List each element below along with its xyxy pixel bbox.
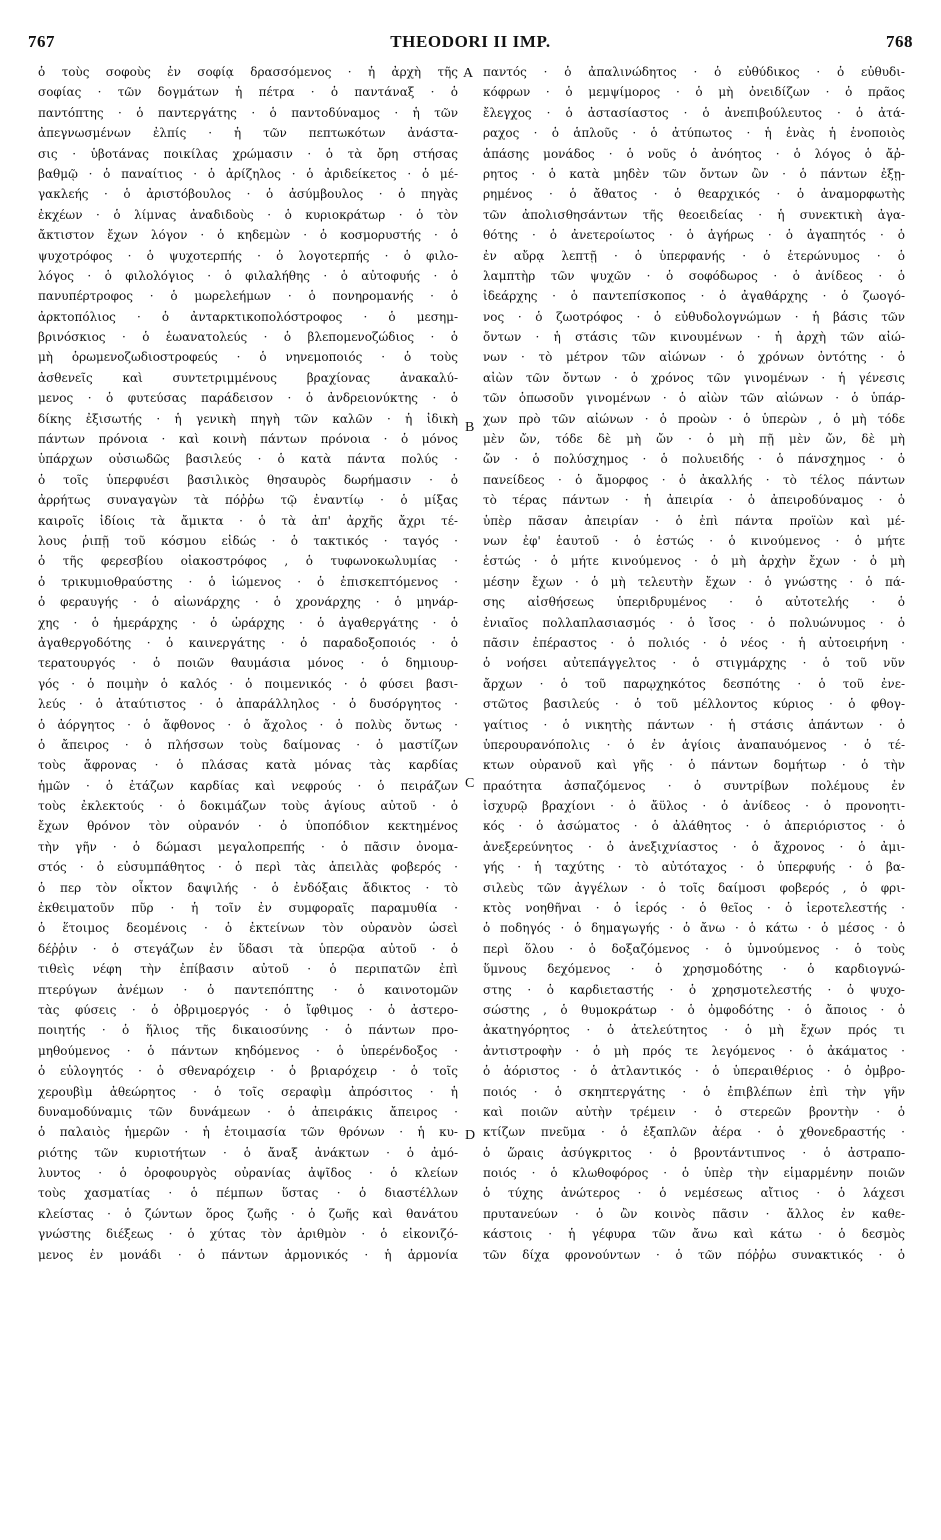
text-line: λους ῥιπῇ τοῦ κόσμου εἰδώς · ὁ τακτικός · ταγός · (38, 533, 458, 548)
margin-letter-c: C (465, 776, 475, 791)
text-line: λόγος · ὁ φιλολόγιος · ὁ φιλαλήθης · ὁ αὐτοφυής · ὁ (38, 268, 458, 283)
text-line: ἰσχυρῷ βραχίονι · ὁ ἄϋλος · ὁ ἀνίδεος · ὁ προνοητι- (483, 799, 905, 814)
text-line: στῶτος βασιλεύς · ὁ τοῦ μέλλοντος κύριος · ὁ φθογ- (483, 697, 905, 712)
text-line: ὁ ποδηγός · ὁ δημαγωγής · ὁ ἄνω · ὁ κάτω · ὁ μέσος · ὁ (483, 921, 905, 936)
text-line: ὑπερουρανόπολις · ὁ ἐν ἁγίοις ἀναπαυόμενος · ὁ τέ- (483, 737, 905, 752)
text-line: πᾶσιν ἐπέραστος · ὁ πολιός · ὁ νέος · ἡ αὐτοειρήνη · (483, 635, 905, 650)
text-line: τὸ τέρας πάντων · ἡ ἀπειρία · ὁ ἀπειροδύναμος · ὁ (483, 493, 905, 508)
text-line: θότης · ὁ ἀνετεροίωτος · ὁ ἀγήρως · ὁ ἀγαπητός · ὁ (483, 228, 905, 243)
text-line: ἄκτιστον ἔχων λόγον · ὁ κηδεμὼν · ὁ κοσμορυστής · ὁ (38, 228, 458, 243)
text-line: γακλεής · ὁ ἀριστόβουλος · ὁ ἀσύμβουλος · ὁ πηγὰς (38, 187, 458, 202)
text-line: τιθεὶς νέφη τὴν ἐπίβασιν αὐτοῦ · ὁ περιπατῶν ἐπὶ (38, 962, 458, 977)
text-line: κτὸς νοηθῆναι · ὁ ἱερός · ὁ θεῖος · ὁ ἱεροτελεστής · (483, 901, 905, 916)
text-line: ὁ ἕτοιμος δεομένοις · ὁ ἐκτείνων τὸν οὐρανὸν ὡσεὶ (38, 921, 458, 936)
text-line: ὑπάρχων οὐσιωδῶς βασιλεύς · ὁ κατὰ πάντα πολύς · (38, 452, 458, 467)
text-line: τῶν ἀπολισθησάντων τῆς θεοειδείας · ἡ συνεκτικὴ ἀγα- (483, 207, 905, 222)
text-line: τοὺς χασματίας · ὁ πέμπων ὕστας · ὁ διαστέλλων (38, 1186, 458, 1201)
right-text-column (483, 62, 905, 1265)
text-line: αἰὼν τῶν ὄντων · ὁ χρόνος τῶν γινομένων · ἡ γένεσις (483, 370, 905, 385)
text-line: σης αἰσθήσεως ὑπεριδρυμένος · ὁ αὐτοτελής · ὁ (483, 595, 905, 610)
text-line: κάστοις · ἡ γέφυρα τῶν ἄνω καὶ κάτω · ὁ δεσμὸς (483, 1227, 905, 1242)
text-line: ὁ εὐλογητός · ὁ σθεναρόχειρ · ὁ βριαρόχειρ · ὁ τοῖς (38, 1064, 458, 1079)
text-line: νων ἐφ' ἑαυτοῦ · ὁ ἑστώς · ὁ κινούμενος · ὁ μήτε (483, 533, 905, 548)
text-line: βρινόσκιος · ὁ ἑωανατολεύς · ὁ βλεπομενοζώδιος · ὁ (38, 330, 458, 345)
text-line: ἐν αὔρᾳ λεπτῇ · ὁ ὑπερφανής · ὁ ἑτερώνυμος · ὁ (483, 248, 905, 263)
text-line: δίκης ἐξισωτής · ἡ γενικὴ πηγὴ τῶν καλῶν · ἡ ἰδικὴ (38, 411, 458, 426)
text-line: βαθμῷ · ὁ παναίτιος · ὁ ἀρίζηλος · ὁ ἀριδείκετος · ὁ μέ- (38, 166, 458, 181)
text-line: ρημένος · ὁ ἄθατος · ὁ θεαρχικός · ὁ ἀναμορφωτὴς (483, 187, 905, 202)
text-line: ἑστώς · ὁ μήτε κινούμενος · ὁ μὴ ἀρχὴν ἔχων · ὁ μὴ (483, 554, 905, 569)
text-line: χερουβὶμ ἀθεώρητος · ὁ τοῖς σεραφὶμ ἀπρόσιτος · ἡ (38, 1084, 458, 1099)
text-line: ὄντων · ἡ στάσις τῶν κινουμένων · ἡ ἀρχὴ τῶν αἰώ- (483, 330, 905, 345)
page-header (28, 32, 913, 54)
text-line: πανυπέρτροφος · ὁ μωρελεήμων · ὁ πονηρομανής · ὁ (38, 289, 458, 304)
text-line: ὁ τῆς φερεσβίου οἰακοστρόφος , ὁ τυφωνοκωλυμίας · (38, 554, 458, 569)
text-line: χης · ὁ ἡμεράρχης · ὁ ὡράρχης · ὁ ἀγαθεργάτης · ὁ (38, 615, 458, 630)
text-line: πάντων πρόνοια · καὶ κοινὴ πάντων πρόνοια · ὁ μόνος (38, 432, 458, 447)
text-line: ἰδεάρχης · ὁ παντεπίσκοπος · ὁ ἀγαθάρχης · ὁ ζωογό- (483, 289, 905, 304)
text-line: ἐνιαῖος πολλαπλασιασμός · ὁ ἴσος · ὁ πολυώνυμος · ὁ (483, 615, 905, 630)
text-line: ὁ τοὺς σοφοὺς ἐν σοφίᾳ δρασσόμενος · ἡ ἀρχὴ τῆς (38, 65, 458, 79)
text-line: τῶν δίχα φρονούντων · ὁ τῶν πόῤῥω συνακτικός · ὁ (483, 1247, 905, 1262)
text-line: μενος · ὁ φυτεύσας παράδεισον · ὁ ἀνδρειονύκτης · ὁ (38, 391, 458, 406)
text-line: μὴ ὁρωμενοζωδιοστροφεύς · ὁ νηνεμοποιός · ὁ τοὺς (38, 350, 458, 365)
text-line: τοὺς ἄφρονας · ὁ πλάσας κατὰ μόνας τὰς καρδίας (38, 758, 458, 773)
text-line: ὁ τρικυμιοθραύστης · ὁ ἰώμενος · ὁ ἐπισκεπτόμενος · (38, 574, 458, 589)
text-line: ἀγαθεργοδότης · ὁ καινεργάτης · ὁ παραδοξοποιός · ὁ (38, 635, 458, 650)
text-line: ὁ τοῖς ὑπερφυέσι βασιλικὸς θησαυρὸς δωρήμασιν · ὁ (38, 472, 458, 487)
margin-letter-a: A (463, 66, 474, 81)
text-line: ὤν · ὁ πολύσχημος · ὁ πολυειδής · ὁ πάνσχημος · ὁ (483, 452, 905, 467)
text-line: νων · τὸ μέτρον τῶν αἰώνων · ὁ χρόνων ὀντότης · ὁ (483, 350, 905, 365)
text-line: πτερύγων ἀνέμων · ὁ παντεπόπτης · ὁ καινοτομῶν (38, 982, 458, 997)
text-line: ἔλεγχος · ὁ ἀστασίαστος · ὁ ἀνεπιβούλευτος · ὁ ἀτά- (483, 105, 905, 120)
text-line: ἐκχέων · ὁ λίμνας ἀναδιδοὺς · ὁ κυριοκράτωρ · ὁ τὸν (38, 207, 458, 222)
text-line: ἀκατηγόρητος · ὁ ἀτελεύτητος · ὁ μὴ ἔχων πρός τι (483, 1023, 905, 1038)
text-line: δέῤῥιν · ὁ στεγάζων ἐν ὕδασι τὰ ὑπερῷα αὐτοῦ · ὁ (38, 941, 458, 956)
margin-letter-d: D (465, 1128, 476, 1143)
text-line: ψυχοτρόφος · ὁ ψυχοτερπής · ὁ λογοτερπής · ὁ φιλο- (38, 248, 458, 263)
text-line: σις · ὑβοτάνας ποικίλας χρώμασιν · ὁ τὰ ὄρη στήσας (38, 146, 458, 161)
text-line: νος · ὁ ζωοτρόφος · ὁ εὐθυδολογνώμων · ἡ βάσις τῶν (483, 309, 905, 324)
text-line: λαμπτὴρ τῶν ψυχῶν · ὁ σοφόδωρος · ὁ ἀνίδεος · ὁ (483, 268, 905, 283)
left-text-column (38, 62, 458, 1265)
text-line: κτίζων πνεῦμα · ὁ ἐξαπλῶν ἀέρα · ὁ χθονεδραστής · (483, 1125, 905, 1140)
text-line: κτων οὐρανοῦ καὶ γῆς · ὁ πάντων δομήτωρ · ὁ τὴν (483, 758, 905, 773)
text-line: ἔχων θρόνον τὸν οὐρανόν · ὁ ὑποπόδιον κεκτημένος (38, 819, 458, 834)
text-line: στης · ὁ καρδιεταστής · ὁ χρησμοτελεστής · ὁ ψυχο- (483, 982, 905, 997)
text-line: ὁ ἄπειρος · ὁ πλήσσων τοὺς δαίμονας · ὁ μαστίζων (38, 737, 458, 752)
text-line: ὁ ἀόργητος · ὁ ἄφθονος · ὁ ἄχολος · ὁ πολὺς ὄντως · (38, 717, 458, 732)
text-line: ριότης τῶν κυριοτήτων · ὁ ἄναξ ἀνάκτων · ὁ ἀμό- (38, 1145, 458, 1160)
text-line: γός · ὁ ποιμὴν ὁ καλός · ὁ ποιμενικός · ὁ φύσει βασι- (38, 676, 458, 691)
text-line: γαίτιος · ὁ νικητὴς πάντων · ἡ στάσις ἁπάντων · ὁ (483, 717, 905, 732)
text-line: σοφίας · τῶν δογμάτων ἡ πέτρα · ὁ παντάναξ · ὁ (38, 85, 458, 100)
text-line: καὶ ποιῶν αὐτὴν τρέμειν · ὁ στερεῶν βροντὴν · ὁ (483, 1104, 905, 1119)
text-line: περὶ ὅλου · ὁ δοξαζόμενος · ὁ ὑμνούμενος · ὁ τοὺς (483, 941, 905, 956)
text-line: ρητος · ὁ κατὰ μηδὲν τῶν ὄντων ὢν · ὁ πάντων ἐξῃ- (483, 166, 905, 181)
text-line: παντόπτης · ὁ παντεργάτης · ὁ παντοδύναμος · ἡ τῶν (38, 105, 458, 120)
text-line: ἀντιστροφὴν · ὁ μὴ πρός τε λεγόμενος · ὁ ἀκάματος · (483, 1043, 905, 1058)
text-line: παντός · ὁ ἀπαλινώδητος · ὁ εὐθύδικος · ὁ εὐθυδι- (483, 65, 905, 79)
text-line: μέσην ἔχων · ὁ μὴ τελευτὴν ἔχων · ὁ γνώστης · ὁ πά- (483, 574, 905, 589)
text-line: ὁ τύχης ἀνώτερος · ὁ νεμέσεως αἴτιος · ὁ λάχεσι (483, 1186, 905, 1201)
text-line: ποιός · ὁ κλωθοφόρος · ὁ ὑπὲρ τὴν εἱμαρμένην ποιῶν (483, 1166, 905, 1181)
text-line: ἀνεξερεύνητος · ὁ ἀνεξιχνίαστος · ὁ ἄχρονος · ὁ ἀμι- (483, 839, 905, 854)
text-line: κόφρων · ὁ μεμψίμορος · ὁ μὴ ὀνειδίζων · ὁ πρᾶος (483, 85, 905, 100)
text-line: κλείστας · ὁ ζώντων ὅρος ζωῆς · ὁ ζωῆς καὶ θανάτου (38, 1206, 458, 1221)
text-line: καιροῖς ἰδίοις τὰ ἄμικτα · ὁ τὰ ἀπ' ἀρχῆς ἄχρι τέ- (38, 513, 458, 528)
text-line: τὰς φύσεις · ὁ ὀβριμοεργός · ὁ ἴφθιμος · ὁ ἀστερο- (38, 1002, 458, 1017)
text-line: ἁπάσης μονάδος · ὁ νοῦς ὁ ἀνόητος · ὁ λόγος ὁ ἄῤ- (483, 146, 905, 161)
text-line: πανείδεος · ὁ ἄμορφος · ὁ ἀκαλλής · τὸ τέλος πάντων (483, 472, 905, 487)
text-line: γής · ἡ ταχύτης · τὸ αὐτόταχος · ὁ ὑπερφυής · ὁ βα- (483, 860, 905, 875)
text-line: μενος ἐν μονάδι · ὁ πάντων ἁρμονικός · ἡ ἁρμονία (38, 1247, 458, 1262)
running-title: THEODORI II IMP. (390, 32, 551, 51)
text-line: ἀπεγνωσμένων ἐλπίς · ἡ τῶν πεπτωκότων ἀνάστα- (38, 126, 458, 141)
text-line: ὁ ὥραις ἀσύγκριτος · ὁ βροντάντιπνος · ὁ ἀστραπο- (483, 1145, 905, 1160)
text-line: ὁ περ τὸν οἶκτον δαψιλής · ὁ ἐνδόξαις ἄδικτος · τὸ (38, 880, 458, 895)
margin-letter-b: B (465, 420, 475, 435)
text-line: ὁ παλαιὸς ἡμερῶν · ἡ ἑτοιμασία τῶν θρόνων · ἡ κυ- (38, 1125, 458, 1140)
text-line: σώστης , ὁ θυμοκράτωρ · ὁ ὀμφοδότης · ὁ ἄποιος · ὁ (483, 1002, 905, 1017)
text-line: ἀρκτοπόλιος · ὁ ἀνταρκτικοπολόστροφος · ὁ μεσημ- (38, 309, 458, 324)
text-line: ὑπὲρ πᾶσαν ἀπειρίαν · ὁ ἐπὶ πάντα προϊὼν καὶ μέ- (483, 513, 905, 528)
text-line: ὕμνους δεχόμενος · ὁ χρησμοδότης · ὁ καρδιογνώ- (483, 962, 905, 977)
text-line: κός · ὁ ἀσώματος · ὁ ἀλάθητος · ὁ ἀπεριόριστος · ὁ (483, 819, 905, 834)
text-line: πραότητα ἀσπαζόμενος · ὁ συντρίβων πολέμους ἐν (483, 778, 905, 793)
right-page-number: 768 (886, 32, 913, 51)
text-line: στός · ὁ εὐσυμπάθητος · ὁ περὶ τὰς ἀπειλὰς φοβερός · (38, 860, 458, 875)
text-line: τῶν ὁπωσοῦν γινομένων · ὁ αἰὼν τῶν αἰώνων · ὁ ὑπάρ- (483, 391, 905, 406)
text-line: ποιητής · ὁ ἥλιος τῆς δικαιοσύνης · ὁ πάντων προ- (38, 1023, 458, 1038)
text-line: ὁ φεραυγής · ὁ αἰωνάρχης · ὁ χρονάρχης · ὁ μηνάρ- (38, 595, 458, 610)
text-line: τὴν γῆν · ὁ δώμασι μεγαλοπρεπής · ὁ πᾶσιν ὀνομα- (38, 839, 458, 854)
text-line: γνώστης διέξεως · ὁ χύτας τὸν ἀριθμὸν · ὁ εἰκονιζό- (38, 1227, 458, 1242)
text-line: σιλεὺς τῶν ἀγγέλων · ὁ τοῖς δαίμοσι φοβερός , ὁ φρι- (483, 880, 905, 895)
text-line: ἄρχων · ὁ τοῦ παρῳχηκότος δεσπότης · ὁ τοῦ ἐνε- (483, 676, 905, 691)
text-line: ἡμῶν · ὁ ἐτάζων καρδίας καὶ νεφρούς · ὁ πειράζων (38, 778, 458, 793)
text-line: ἀσθενεῖς καὶ συντετριμμένους βραχίονας ἀνακαλύ- (38, 370, 458, 385)
text-line: χων πρὸ τῶν αἰώνων · ὁ προὼν · ὁ ὑπερὼν , ὁ μὴ τόδε (483, 411, 905, 426)
text-line: δυναμοδύναμις τῶν δυνάμεων · ὁ ἀπειράκις ἄπειρος · (38, 1104, 458, 1119)
text-line: ὁ νοήσει αὐτεπάγγελτος · ὁ στιγμάρχης · ὁ τοῦ νῦν (483, 656, 905, 671)
text-line: ὁ ἀόριστος · ὁ ἀτλαντικός · ὁ ὑπεραιθέριος · ὁ ὀμβρο- (483, 1064, 905, 1079)
text-line: πρυτανεύων · ὁ ὢν κοινὸς πᾶσιν · ἄλλος ἐν καθε- (483, 1206, 905, 1221)
text-line: τερατουργός · ὁ ποιῶν θαυμάσια μόνος · ὁ δημιουρ- (38, 656, 458, 671)
text-line: τοὺς ἐκλεκτούς · ὁ δοκιμάζων τοὺς ἁγίους αὐτοῦ · ὁ (38, 799, 458, 814)
text-line: ἀρρήτως συναγαγὼν τὰ πόῤῥω τῷ ἐναντίῳ · ὁ μίξας (38, 493, 458, 508)
left-page-number: 767 (28, 32, 55, 51)
text-line: ποιός · ὁ σκηπτεργάτης · ὁ ἐπιβλέπων ἐπὶ τὴν γῆν (483, 1084, 905, 1099)
text-line: μηθούμενος · ὁ πάντων κηδόμενος · ὁ ὑπερένδοξος · (38, 1043, 458, 1058)
text-line: ἐκθειματοῦν πῦρ · ἡ τοῖν ἐν συμφοραῖς παραμυθία · (38, 901, 458, 916)
text-line: λεύς · ὁ ἀταύτιστος · ὁ ἀπαράλληλος · ὁ δυσόργητος · (38, 697, 458, 712)
text-line: ραχος · ὁ ἁπλοῦς · ὁ ἀτύπωτος · ἡ ἑνὰς ἡ ἑνοποιὸς (483, 126, 905, 141)
text-line: λυντος · ὁ ὀροφουργὸς οὐρανίας ἀψῖδος · ὁ κλείων (38, 1166, 458, 1181)
text-line: μὲν ὤν, τόδε δὲ μὴ ὤν · ὁ μὴ πῇ μὲν ὤν, δὲ μὴ (483, 432, 905, 447)
